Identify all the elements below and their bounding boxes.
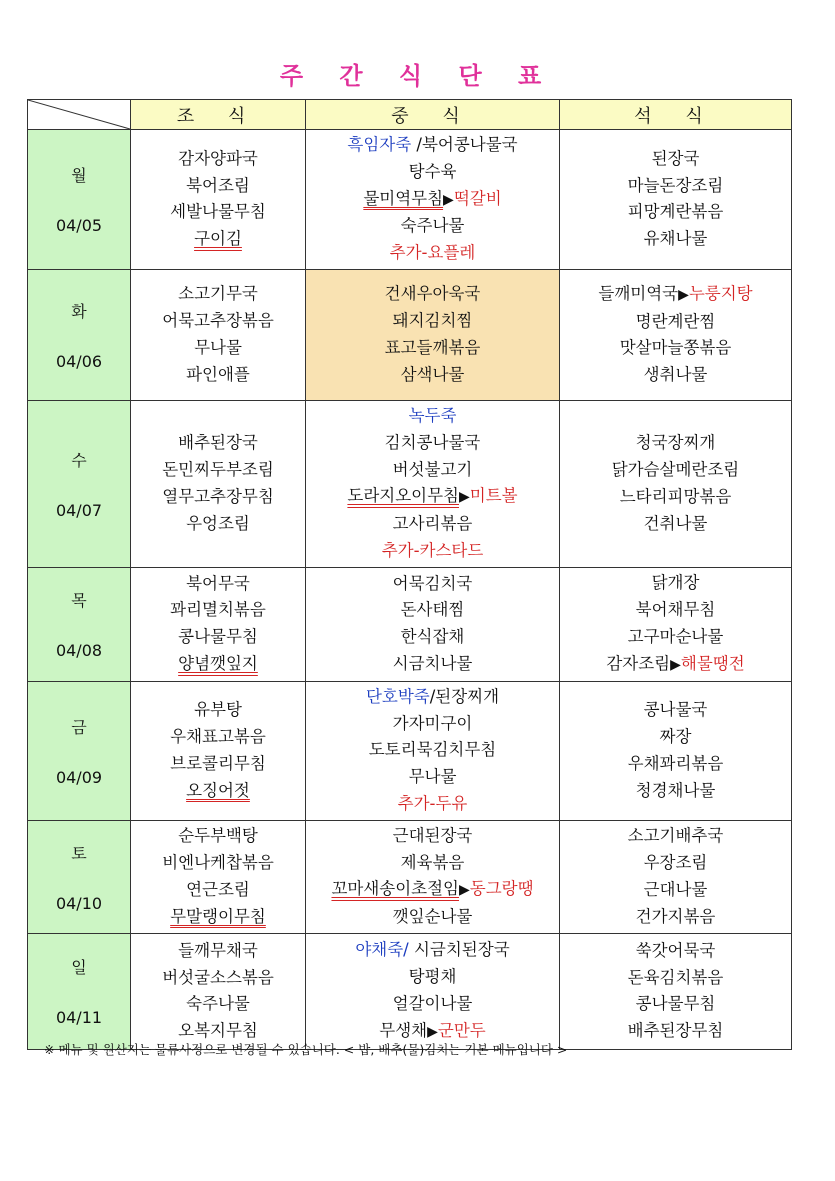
- menu-item: 어묵김치국: [392, 573, 473, 593]
- day-cell: [28, 269, 131, 400]
- footer-note: ※ 메뉴 및 원산지는 물류사정으로 변경될 수 있습니다. < 밥, 배추(물)김치는 기본 메뉴입니다 >: [44, 1042, 568, 1057]
- page-title: 주 간 식 단 표: [279, 62, 556, 90]
- menu-item: 쑥갓어묵국: [635, 940, 716, 960]
- menu-item: 근대된장국: [392, 825, 473, 845]
- porridge-text: 단호박죽: [365, 686, 430, 706]
- menu-item: 돈육김치볶음: [627, 967, 724, 987]
- day-cell: [28, 681, 131, 820]
- breakfast-cell: [131, 269, 306, 400]
- menu-item: 건새우아욱국: [384, 284, 481, 304]
- menu-table: [27, 99, 792, 1050]
- menu-item: 어묵고추장볶음: [162, 311, 274, 331]
- dinner-cell: [560, 820, 792, 933]
- menu-item: 소고기배추국: [627, 826, 724, 846]
- menu-item: [306, 483, 559, 511]
- menu-item: 우장조림: [643, 853, 708, 873]
- substitute-text: 해물땡전: [680, 653, 745, 673]
- arrow-icon: ▶: [678, 286, 689, 303]
- menu-item: 건취나물: [643, 513, 708, 533]
- menu-item-text: 구이김: [194, 229, 242, 249]
- menu-item: 짜장: [659, 726, 692, 746]
- lunch-cell: [306, 130, 560, 270]
- day-name: 토: [71, 843, 87, 863]
- menu-item: 연근조림: [186, 879, 250, 899]
- menu-item: [131, 904, 305, 931]
- menu-item: 느타리피망볶음: [619, 486, 732, 506]
- day-name: 금: [71, 717, 87, 737]
- menu-item: 우엉조림: [186, 513, 250, 533]
- menu-item: 콩나물무침: [178, 627, 258, 647]
- extra-item: 추가-두유: [397, 793, 468, 813]
- menu-item: 얼갈이나물: [392, 993, 473, 1013]
- breakfast-cell: [131, 400, 306, 567]
- substitute-text: 떡갈비: [453, 188, 502, 208]
- day-date: 04/09: [55, 767, 103, 787]
- lunch-cell: [306, 820, 560, 933]
- menu-item: 유채나물: [643, 229, 708, 249]
- menu-item: 고구마순나물: [627, 626, 724, 646]
- lunch-cell: [306, 681, 560, 820]
- porridge-item: 녹두죽: [408, 405, 457, 425]
- menu-item: 배추된장무침: [627, 1021, 724, 1041]
- menu-item: 생취나물: [643, 365, 708, 385]
- menu-item: 소고기무국: [178, 284, 258, 304]
- day-row-fri: [28, 681, 792, 820]
- menu-item: 명란계란찜: [635, 311, 716, 331]
- day-row-tue: [28, 269, 792, 400]
- menu-item: 북어채무침: [635, 599, 716, 619]
- menu-item: 우채표고볶음: [170, 726, 266, 746]
- breakfast-cell: [131, 820, 306, 933]
- day-date: 04/10: [55, 893, 103, 913]
- menu-item: [131, 651, 305, 678]
- menu-item-text: 오징어젓: [186, 780, 250, 800]
- menu-item: 세발나물무침: [170, 202, 266, 222]
- breakfast-cell: [131, 681, 306, 820]
- menu-item: 피망계란볶음: [627, 202, 724, 222]
- extra-item: 추가-요플레: [389, 243, 476, 263]
- lunch-cell: [306, 567, 560, 681]
- menu-item: [131, 226, 305, 253]
- menu-item: 된장국: [651, 148, 700, 168]
- extra-item: 추가-카스타드: [381, 540, 484, 560]
- menu-item: [560, 281, 791, 309]
- arrow-icon: ▶: [670, 656, 681, 673]
- day-row-sat: [28, 820, 792, 933]
- day-name: 일: [71, 958, 87, 978]
- menu-item: [560, 651, 791, 679]
- substitute-text: 미트볼: [469, 486, 518, 506]
- dinner-cell: [560, 567, 792, 681]
- dinner-cell: [560, 400, 792, 567]
- menu-item: [306, 132, 559, 159]
- arrow-icon: ▶: [458, 882, 470, 899]
- breakfast-cell: [131, 130, 306, 270]
- menu-item: [306, 876, 559, 904]
- menu-item: 탕평채: [408, 967, 457, 987]
- menu-item: 버섯굴소스볶음: [162, 967, 274, 987]
- menu-item: 우채꽈리볶음: [627, 753, 724, 773]
- menu-item: 닭가슴살메란조림: [611, 460, 740, 480]
- menu-item: 무나물: [408, 767, 457, 787]
- arrow-icon: ▶: [443, 191, 454, 208]
- menu-item: [131, 778, 305, 805]
- menu-item: 북어조림: [186, 175, 250, 195]
- menu-item: 고사리볶음: [392, 514, 473, 534]
- menu-item: 제육볶음: [400, 852, 465, 872]
- day-row-sun: [28, 933, 792, 1049]
- day-name: 목: [71, 591, 87, 611]
- menu-item-text: 무생채: [379, 1020, 428, 1040]
- menu-item: 감자양파국: [178, 148, 258, 168]
- substitute-text: 동그랑땡: [469, 879, 534, 899]
- day-date: 04/06: [55, 351, 103, 371]
- dinner-cell: [560, 269, 792, 400]
- day-cell: [28, 400, 131, 567]
- menu-item: 버섯불고기: [392, 459, 473, 479]
- menu-item: 시금치나물: [392, 654, 473, 674]
- substitute-text: 군만두: [437, 1020, 486, 1040]
- dinner-cell: [560, 681, 792, 820]
- header-row: [28, 100, 792, 130]
- menu-item: [306, 684, 559, 711]
- day-cell: [28, 567, 131, 681]
- menu-item-text: 감자조림: [606, 653, 671, 673]
- day-cell: [28, 820, 131, 933]
- menu-item: 무나물: [194, 337, 242, 357]
- menu-item: 가자미구이: [392, 713, 473, 733]
- menu-item: 건가지볶음: [635, 906, 716, 926]
- menu-item: 마늘돈장조림: [627, 175, 724, 195]
- day-row-thu: [28, 567, 792, 681]
- menu-item: 돼지김치찜: [392, 311, 473, 331]
- corner-cell: [28, 100, 131, 130]
- porridge-text: 흑임자죽: [347, 135, 412, 154]
- menu-item: 들깨무채국: [178, 940, 258, 960]
- day-row-wed: [28, 400, 792, 567]
- day-cell: [28, 130, 131, 270]
- dinner-cell: [560, 933, 792, 1049]
- day-date: 04/08: [55, 641, 103, 661]
- menu-item: 한식잡채: [400, 627, 465, 647]
- day-name: 월: [71, 166, 87, 186]
- menu-item-text: 무말랭이무침: [170, 906, 266, 926]
- menu-item: 표고들깨볶음: [384, 337, 481, 357]
- menu-item: 비엔나케찹볶음: [162, 853, 274, 873]
- menu-item: 돈민찌두부조림: [162, 460, 274, 480]
- dinner-cell: [560, 130, 792, 270]
- menu-item-text: /된장찌개: [429, 686, 500, 706]
- menu-item-text: 꼬마새송이초절임: [331, 879, 459, 899]
- menu-item: 열무고추장무침: [162, 486, 274, 506]
- menu-item: 배추된장국: [178, 433, 258, 453]
- arrow-icon: ▶: [458, 489, 470, 506]
- arrow-icon: ▶: [427, 1023, 438, 1040]
- day-cell: [28, 933, 131, 1049]
- day-name: 화: [71, 301, 87, 321]
- day-date: 04/05: [55, 216, 103, 236]
- breakfast-cell: [131, 567, 306, 681]
- menu-item: 오복지무침: [178, 1021, 258, 1041]
- menu-item-text: 양념깻잎지: [178, 654, 258, 674]
- menu-item: 북어무국: [186, 573, 250, 593]
- menu-item: 도토리묵김치무침: [368, 740, 497, 760]
- menu-item: 브로콜리무침: [170, 753, 266, 773]
- menu-item: 김치콩나물국: [384, 432, 481, 452]
- day-date: 04/11: [55, 1008, 103, 1028]
- breakfast-cell: [131, 933, 306, 1049]
- menu-item-text: 시금치된장국: [408, 940, 510, 960]
- menu-item-text: 들깨미역국: [598, 283, 679, 303]
- menu-item-text: 물미역무침: [363, 188, 444, 208]
- menu-item: 꽈리멸치볶음: [170, 600, 266, 620]
- menu-item: 맛살마늘쫑볶음: [619, 338, 732, 358]
- porridge-text: 야채죽/: [355, 940, 409, 960]
- day-date: 04/07: [55, 500, 103, 520]
- menu-item: 청국장찌개: [635, 433, 716, 453]
- menu-item: 파인애플: [186, 364, 250, 384]
- header-lunch: 중 식: [306, 100, 560, 130]
- menu-item: 숙주나물: [400, 216, 465, 236]
- menu-item-text: 도라지오이무침: [347, 486, 459, 506]
- day-name: 수: [71, 450, 87, 470]
- menu-item: 탕수육: [408, 161, 457, 181]
- menu-item: 콩나물국: [643, 700, 708, 720]
- menu-item: 깻잎순나물: [392, 907, 473, 927]
- lunch-cell: [306, 933, 560, 1049]
- menu-item: 삼색나물: [400, 364, 465, 384]
- menu-item: 청경채나물: [635, 780, 716, 800]
- lunch-cell: [306, 400, 560, 567]
- day-row-mon: [28, 130, 792, 270]
- menu-item: 닭개장: [651, 573, 700, 593]
- lunch-cell-highlighted: [306, 269, 560, 400]
- menu-item: 콩나물무침: [635, 994, 716, 1014]
- menu-item: 유부탕: [194, 700, 242, 720]
- menu-item: 숙주나물: [186, 994, 250, 1014]
- menu-item: 근대나물: [643, 879, 708, 899]
- substitute-text: 누룽지탕: [688, 283, 753, 303]
- header-dinner: 석 식: [560, 100, 792, 130]
- menu-item: 순두부백탕: [178, 826, 258, 846]
- header-breakfast: 조 식: [131, 100, 306, 130]
- menu-item: [306, 937, 559, 964]
- menu-item: 돈사태찜: [400, 600, 465, 620]
- menu-item-text: /북어콩나물국: [411, 135, 518, 154]
- menu-item: [306, 186, 559, 214]
